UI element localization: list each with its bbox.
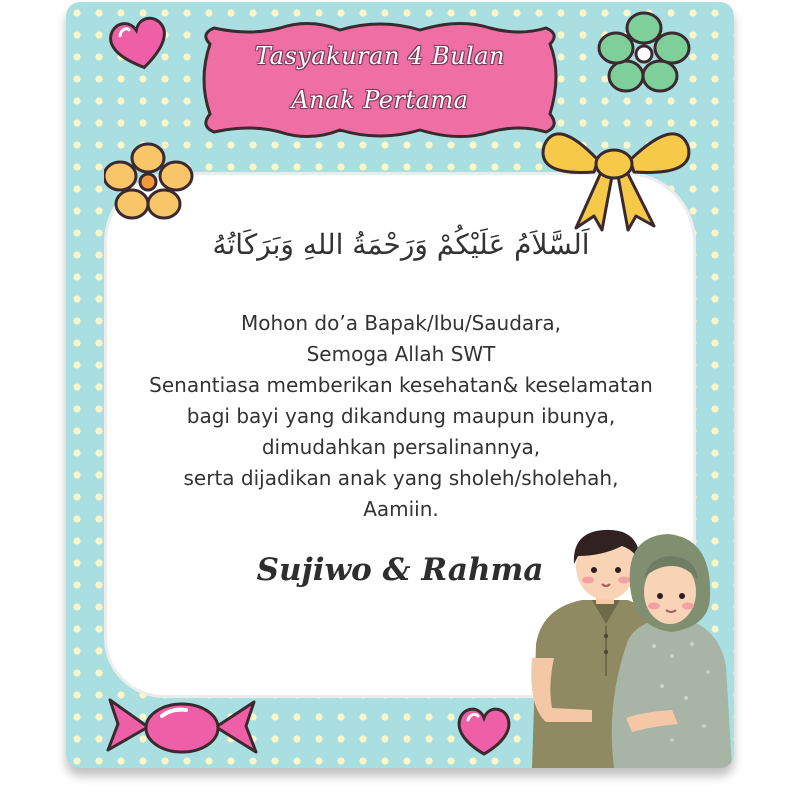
title-line-2: Anak Pertama [291,86,469,114]
message-line: bagi bayi yang dikandung maupun ibunya, [186,404,616,428]
bow-icon [536,106,696,236]
flower-icon [596,8,692,94]
islamic-greeting: اَلسَّلاَمُ عَلَيْكُمْ وَرَحْمَةُ اللهِ وَبَرَكَاتُهُ [212,228,590,261]
flower-icon [104,140,194,222]
message-line: serta dijadikan anak yang sholeh/sholehah, [183,466,619,490]
message-line: Semoga Allah SWT [306,342,496,366]
title-banner [190,14,570,152]
heart-icon [452,702,516,760]
candy-icon [102,694,262,760]
heart-icon [104,12,174,74]
message-line: Mohon do’a Bapak/Ibu/Saudara, [240,311,561,335]
title-line-1: Tasyakuran 4 Bulan [255,42,505,70]
message-line: Senantiasa memberikan kesehatan& keselamatan [149,373,653,397]
signature: Sujiwo & Rahma [256,552,544,588]
message-line: dimudahkan persalinannya, [261,435,541,459]
message-line: Aamiin. [363,497,439,521]
message-text [0,308,802,525]
